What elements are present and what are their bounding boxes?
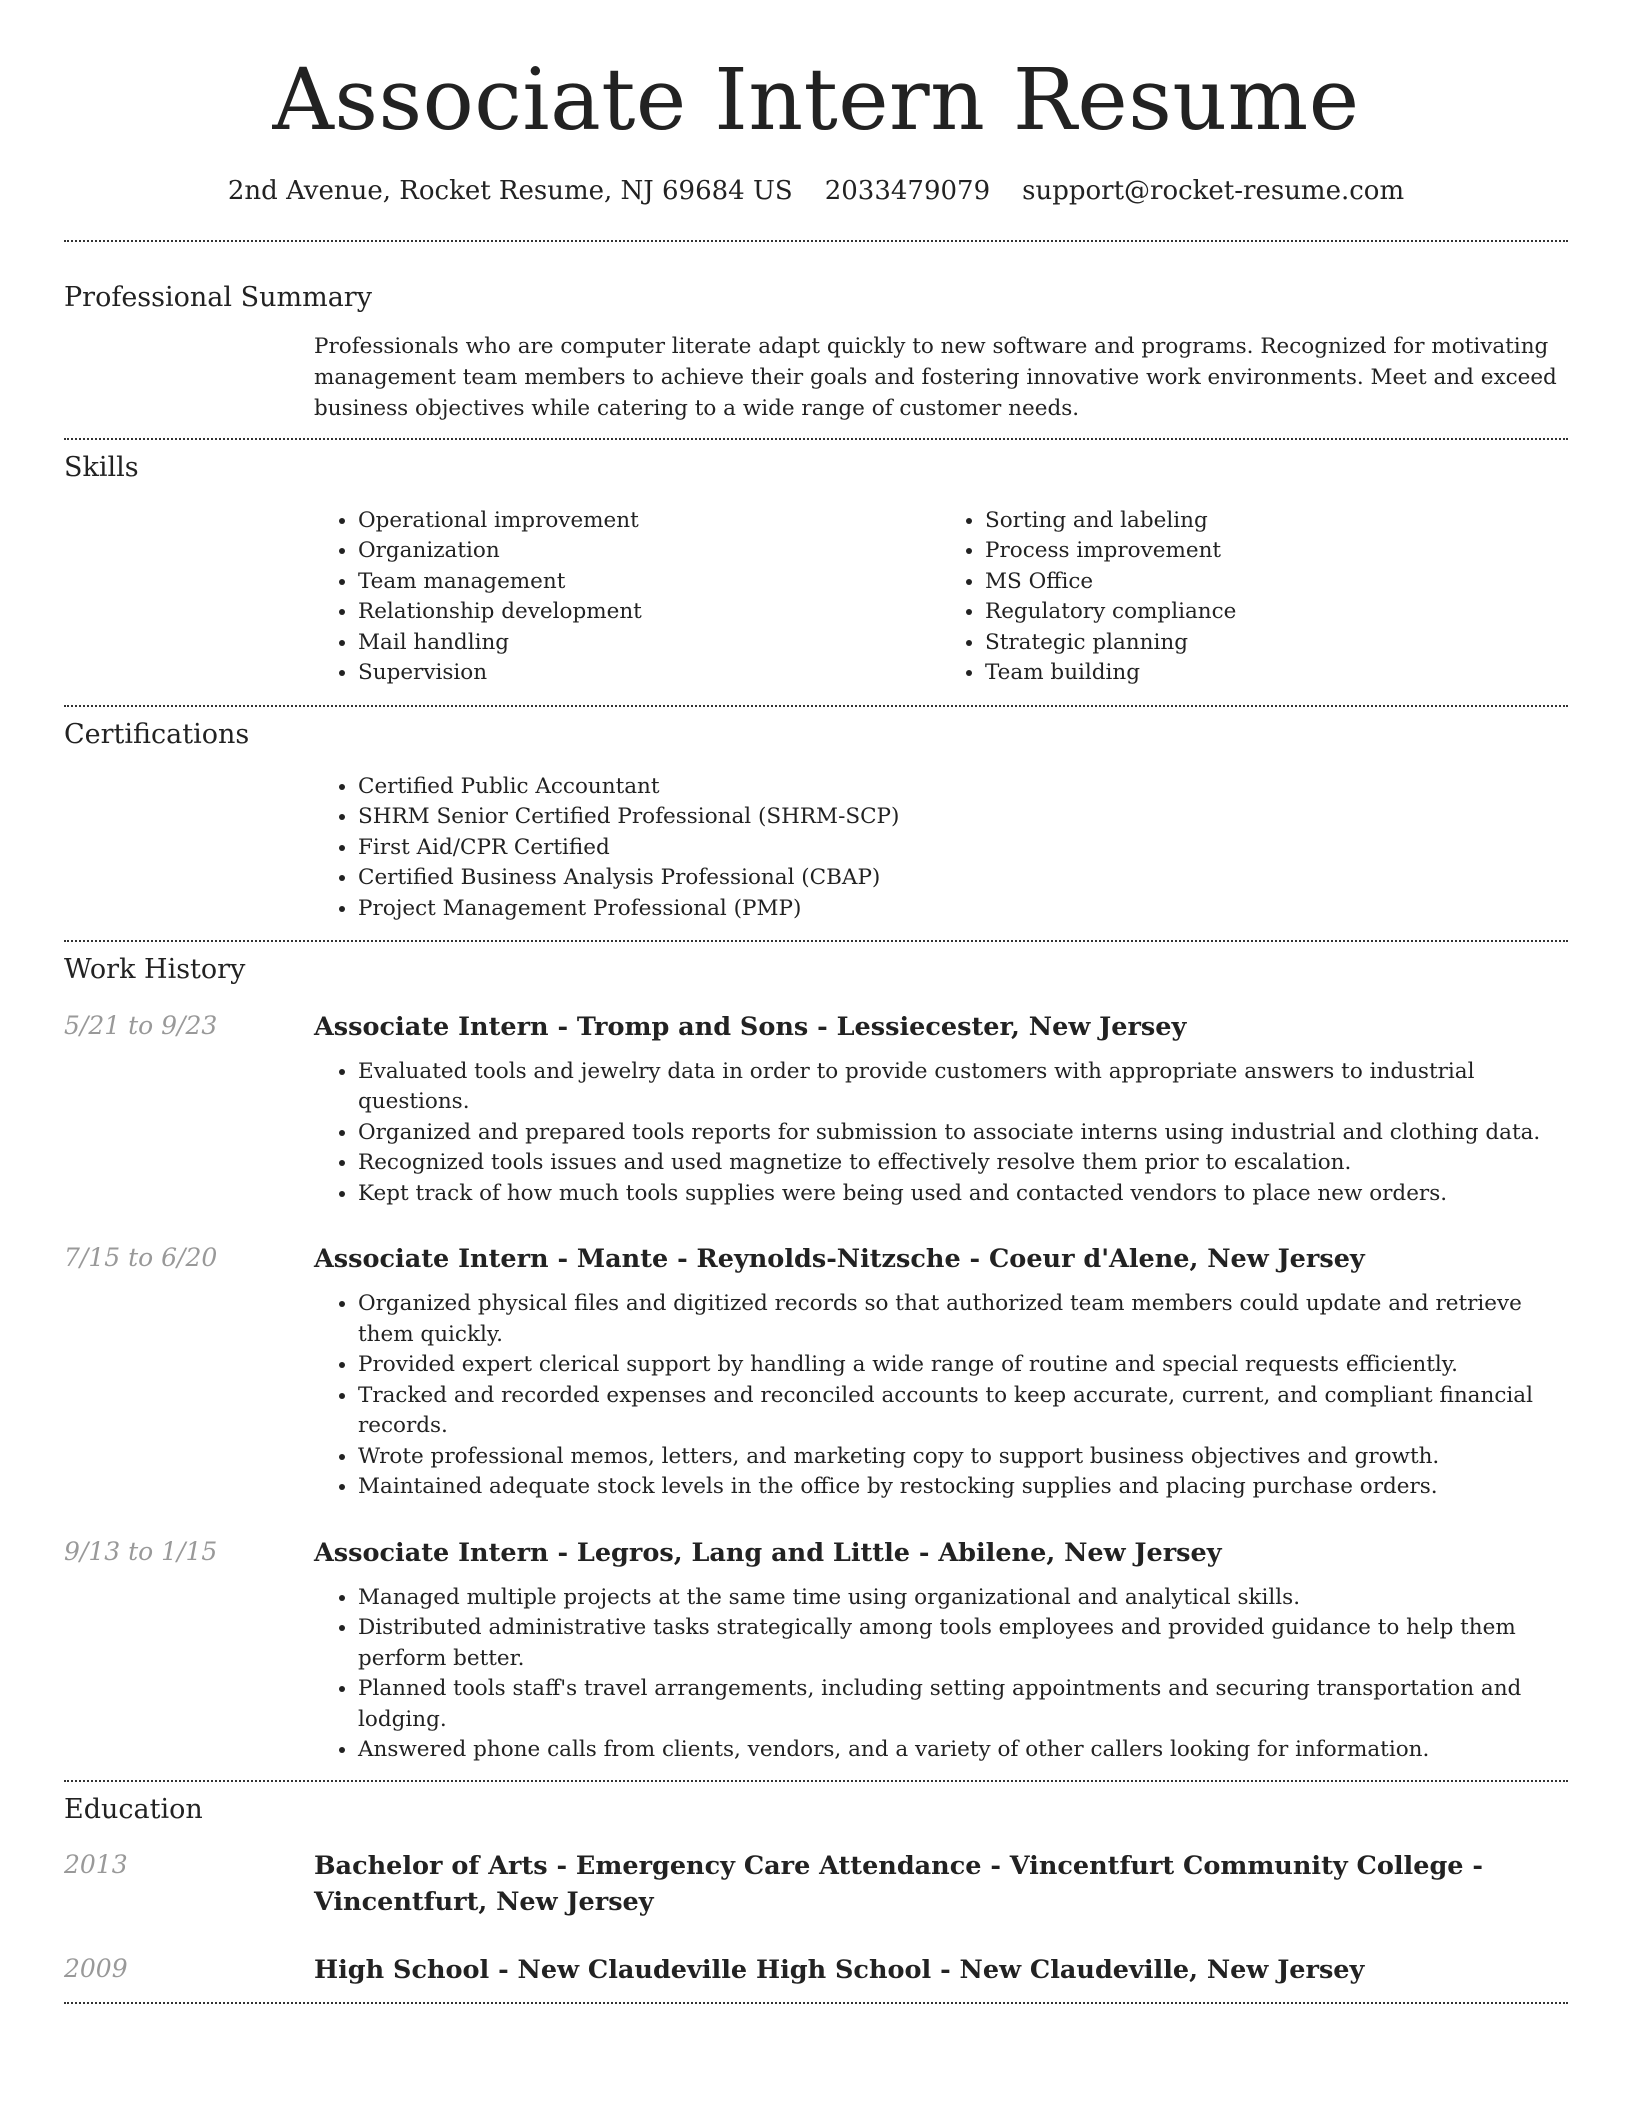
job-dates: 9/13 to 1/15: [64, 1536, 218, 1566]
certification-item: • SHRM Senior Certified Professional (SHRM-SCP): [358, 802, 1568, 833]
job-bullet: • Maintained adequate stock levels in the office by restocking supplies and placing purchase orders.: [358, 1472, 1568, 1503]
education-heading: High School - New Claudeville High School - New Claudeville, New Jersey: [314, 1955, 1365, 1986]
job-bullet: • Organized physical files and digitized records so that authorized team members could update and retrieve them quickly.: [358, 1289, 1568, 1350]
education-entry: [64, 1952, 1568, 1988]
section-title-education: Education: [64, 1793, 203, 1825]
skill-item: • Organization: [358, 536, 941, 567]
contact-phone: 2033479079: [824, 175, 991, 206]
job-bullets: [314, 1289, 1568, 1503]
section-title-summary: Professional Summary: [64, 281, 372, 313]
job-entry: [64, 1241, 1568, 1503]
certification-item: • Project Management Professional (PMP): [358, 894, 1568, 925]
divider: [64, 2002, 1568, 2004]
summary-text: Professionals who are computer literate adapt quickly to new software and programs. Recognized for motivating management team members to achieve their goals and fostering innovative work environments. Meet and exceed business objectives while catering to a wide range of customer needs.: [314, 334, 1557, 422]
job-bullets: [314, 1057, 1568, 1210]
skill-item: • Strategic planning: [985, 628, 1568, 659]
job-bullets: [314, 1583, 1568, 1766]
job-entry: [64, 1535, 1568, 1766]
skill-item: • Operational improvement: [358, 506, 941, 537]
certification-item: • First Aid/CPR Certified: [358, 833, 1568, 864]
job-bullet: • Answered phone calls from clients, vendors, and a variety of other callers looking for information.: [358, 1735, 1568, 1766]
skill-item: • Supervision: [358, 658, 941, 689]
job-bullet: • Provided expert clerical support by handling a wide range of routine and special requests efficiently.: [358, 1350, 1568, 1381]
work-history-section: [64, 942, 1568, 1779]
skill-item: • Mail handling: [358, 628, 941, 659]
resume-header: [64, 0, 1568, 206]
education-section: [64, 1782, 1568, 2002]
education-year: 2009: [64, 1954, 128, 1984]
certifications-section: [64, 707, 1568, 941]
job-bullet: • Managed multiple projects at the same time using organizational and analytical skills.: [358, 1583, 1568, 1614]
contact-email: support@rocket-resume.com: [1022, 175, 1405, 206]
education-heading: Bachelor of Arts - Emergency Care Attendance - Vincentfurt Community College - Vincentfurt, New Jersey: [314, 1851, 1483, 1918]
skill-item: • Sorting and labeling: [985, 506, 1568, 537]
job-bullet: • Tracked and recorded expenses and reconciled accounts to keep accurate, current, and compliant financial records.: [358, 1381, 1568, 1442]
skill-item: • MS Office: [985, 567, 1568, 598]
job-heading: Associate Intern - Legros, Lang and Little - Abilene, New Jersey: [314, 1537, 1222, 1568]
education-entry: [64, 1848, 1568, 1920]
job-bullet: • Kept track of how much tools supplies were being used and contacted vendors to place new orders.: [358, 1179, 1568, 1210]
section-title-certifications: Certifications: [64, 718, 250, 750]
job-bullet: • Planned tools staff's travel arrangements, including setting appointments and securing transportation and lodging.: [358, 1674, 1568, 1735]
skill-item: • Process improvement: [985, 536, 1568, 567]
contact-line: [64, 176, 1568, 206]
skills-list-right: [941, 506, 1568, 689]
section-title-skills: Skills: [64, 452, 139, 484]
skill-item: • Regulatory compliance: [985, 597, 1568, 628]
job-heading: Associate Intern - Mante - Reynolds-Nitzsche - Coeur d'Alene, New Jersey: [314, 1244, 1365, 1275]
section-title-work-history: Work History: [64, 954, 246, 986]
certification-item: • Certified Public Accountant: [358, 772, 1568, 803]
skill-item: • Relationship development: [358, 597, 941, 628]
skill-item: • Team building: [985, 658, 1568, 689]
certification-item: • Certified Business Analysis Professional (CBAP): [358, 863, 1568, 894]
skills-section: [64, 440, 1568, 704]
job-bullet: • Distributed administrative tasks strategically among tools employees and provided guidance to help them perform better.: [358, 1613, 1568, 1674]
contact-address: 2nd Avenue, Rocket Resume, NJ 69684 US: [227, 175, 793, 206]
job-bullet: • Wrote professional memos, letters, and marketing copy to support business objectives and growth.: [358, 1442, 1568, 1473]
job-dates: 7/15 to 6/20: [64, 1243, 218, 1273]
summary-section: [64, 242, 1568, 438]
job-heading: Associate Intern - Tromp and Sons - Lessiecester, New Jersey: [314, 1011, 1187, 1042]
skill-item: • Team management: [358, 567, 941, 598]
education-year: 2013: [64, 1850, 128, 1880]
certifications-list: [314, 772, 1568, 925]
skills-list-left: [314, 506, 941, 689]
job-dates: 5/21 to 9/23: [64, 1010, 218, 1040]
job-bullet: • Organized and prepared tools reports for submission to associate interns using industrial and clothing data.: [358, 1118, 1568, 1149]
job-bullet: • Recognized tools issues and used magnetize to effectively resolve them prior to escalation.: [358, 1148, 1568, 1179]
job-bullet: • Evaluated tools and jewelry data in order to provide customers with appropriate answers to industrial questions.: [358, 1057, 1568, 1118]
resume-name: Associate Intern Resume: [272, 51, 1360, 150]
job-entry: [64, 1009, 1568, 1210]
